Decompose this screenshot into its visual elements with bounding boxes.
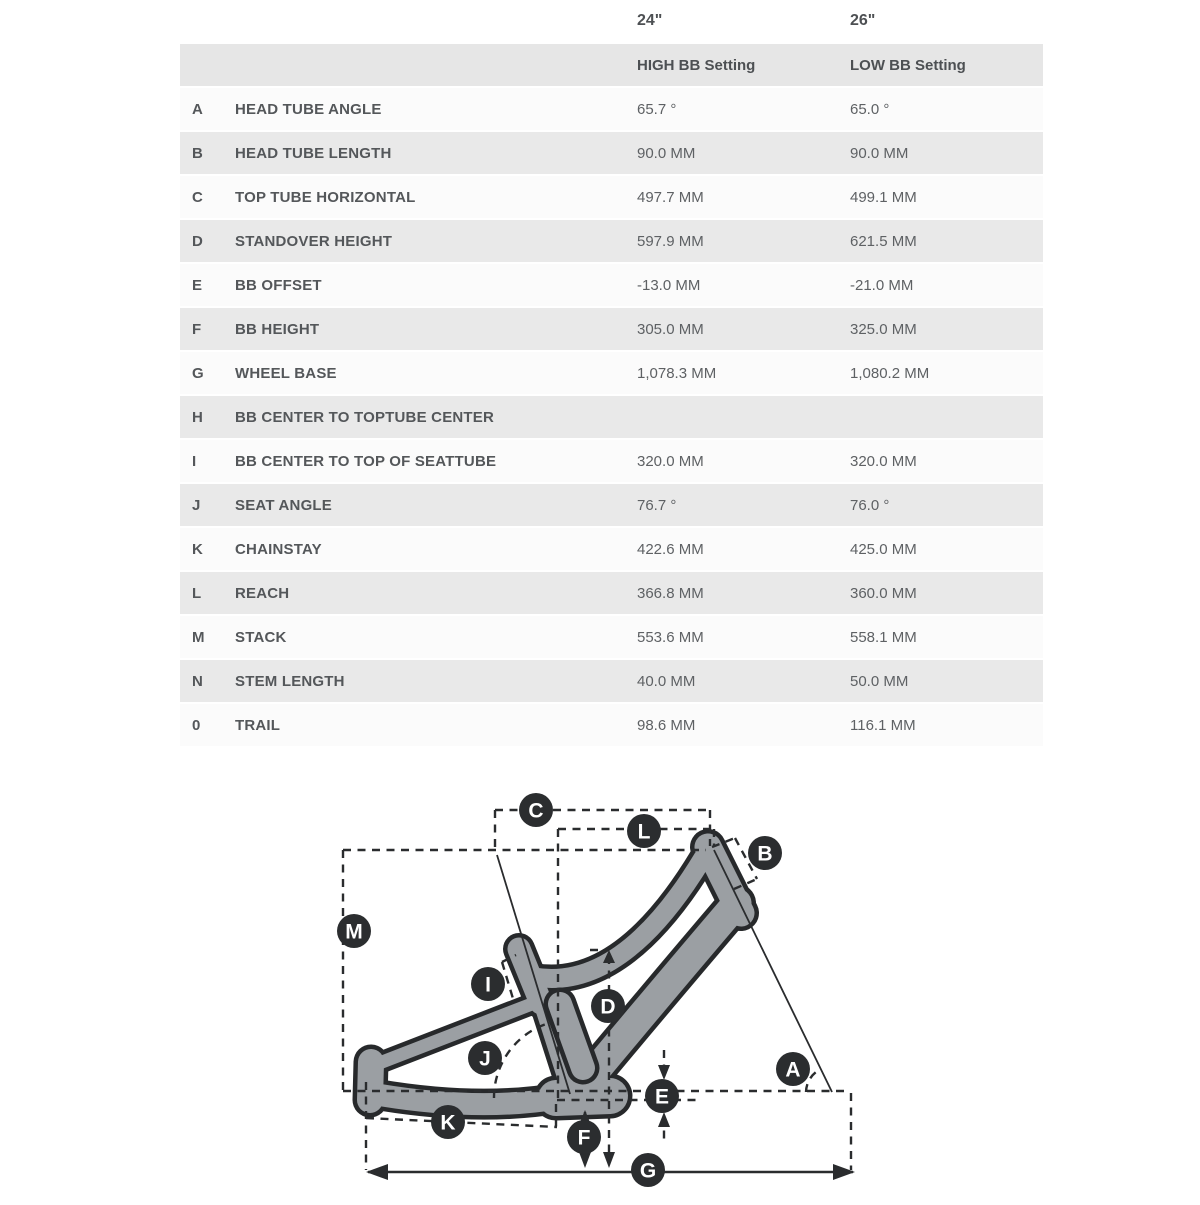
low-bb-setting-header: LOW BB Setting: [850, 56, 966, 74]
bike-frame-drawing: [330, 785, 870, 1200]
row-value-low-bb: 1,080.2 MM: [850, 364, 930, 382]
svg-text:J: J: [479, 1047, 491, 1071]
row-label: BB HEIGHT: [235, 320, 320, 338]
table-row: [180, 220, 1043, 264]
row-label: HEAD TUBE LENGTH: [235, 144, 392, 162]
row-label: HEAD TUBE ANGLE: [235, 100, 382, 118]
row-value-low-bb: -21.0 MM: [850, 276, 914, 294]
row-value-high-bb: 497.7 MM: [637, 188, 704, 206]
bb-offset-up-arrow-icon: [658, 1112, 670, 1127]
geometry-rows: [180, 88, 1043, 748]
row-value-high-bb: 1,078.3 MM: [637, 364, 717, 382]
table-row: [180, 264, 1043, 308]
diagram-marker-c: [519, 793, 553, 827]
row-value-low-bb: 558.1 MM: [850, 628, 917, 646]
table-row: [180, 484, 1043, 528]
row-key: I: [192, 452, 197, 470]
bb-offset-down-arrow-icon: [658, 1065, 670, 1080]
row-label: WHEEL BASE: [235, 364, 337, 382]
table-row: [180, 88, 1043, 132]
table-row: [180, 396, 1043, 440]
table-row: [180, 352, 1043, 396]
wheel-size-header-row: [180, 0, 1043, 42]
diagram-marker-a: [776, 1052, 810, 1086]
row-key: 0: [192, 716, 201, 734]
row-label: TOP TUBE HORIZONTAL: [235, 188, 416, 206]
svg-text:E: E: [654, 1085, 670, 1109]
bb-height-bottom-arrow-icon: [579, 1152, 591, 1168]
row-value-high-bb: 320.0 MM: [637, 452, 704, 470]
row-label: BB CENTER TO TOP OF SEATTUBE: [235, 452, 497, 470]
row-key: F: [192, 320, 202, 338]
row-label: STANDOVER HEIGHT: [235, 232, 393, 250]
table-row: [180, 528, 1043, 572]
row-value-high-bb: 90.0 MM: [637, 144, 696, 162]
svg-text:G: G: [639, 1159, 657, 1183]
diagram-marker-e: [645, 1079, 679, 1113]
row-value-high-bb: 422.6 MM: [637, 540, 704, 558]
shock-absorber: [560, 1004, 583, 1068]
svg-text:F: F: [577, 1126, 591, 1150]
table-row: [180, 440, 1043, 484]
diagram-marker-g: [631, 1153, 665, 1187]
row-value-low-bb: 320.0 MM: [850, 452, 917, 470]
frame-geometry-diagram: [330, 785, 870, 1200]
row-label: REACH: [235, 584, 290, 602]
row-value-high-bb: 553.6 MM: [637, 628, 704, 646]
diagram-marker-j: [468, 1041, 502, 1075]
row-value-high-bb: 98.6 MM: [637, 716, 696, 734]
diagram-marker-l: [627, 814, 661, 848]
svg-text:B: B: [757, 842, 773, 866]
row-value-high-bb: 366.8 MM: [637, 584, 704, 602]
row-value-low-bb: 621.5 MM: [850, 232, 917, 250]
row-label: SEAT ANGLE: [235, 496, 333, 514]
row-key: M: [192, 628, 205, 646]
diagram-marker-m: [337, 914, 371, 948]
svg-text:L: L: [637, 820, 651, 844]
bb-setting-header-row: [180, 42, 1043, 88]
table-row: [180, 616, 1043, 660]
standover-bottom-arrow-icon: [603, 1152, 615, 1168]
row-label: STEM LENGTH: [235, 672, 345, 690]
row-value-low-bb: 116.1 MM: [850, 716, 916, 734]
row-label: STACK: [235, 628, 287, 646]
row-value-high-bb: 40.0 MM: [637, 672, 696, 690]
diagram-marker-i: [471, 967, 505, 1001]
frame-tubes: [370, 847, 741, 1104]
svg-text:C: C: [528, 799, 544, 823]
table-row: [180, 704, 1043, 748]
svg-text:D: D: [600, 995, 616, 1019]
row-key: J: [192, 496, 201, 514]
row-value-high-bb: 305.0 MM: [637, 320, 704, 338]
table-row: [180, 176, 1043, 220]
row-value-low-bb: 325.0 MM: [850, 320, 917, 338]
row-key: C: [192, 188, 203, 206]
wheel-size-24: 24": [637, 12, 663, 29]
table-row: [180, 660, 1043, 704]
table-row: [180, 132, 1043, 176]
table-row: [180, 308, 1043, 352]
row-key: G: [192, 364, 204, 382]
row-value-low-bb: 360.0 MM: [850, 584, 917, 602]
row-key: H: [192, 408, 203, 426]
diagram-marker-k: [431, 1105, 465, 1139]
row-value-low-bb: 90.0 MM: [850, 144, 909, 162]
table-row: [180, 572, 1043, 616]
row-value-low-bb: 76.0 °: [850, 496, 890, 514]
svg-text:A: A: [785, 1058, 801, 1082]
svg-text:K: K: [440, 1111, 456, 1135]
svg-text:M: M: [345, 920, 363, 944]
row-value-high-bb: 597.9 MM: [637, 232, 704, 250]
high-bb-setting-header: HIGH BB Setting: [637, 56, 756, 74]
row-value-low-bb: 65.0 °: [850, 100, 890, 118]
row-value-high-bb: -13.0 MM: [637, 276, 701, 294]
row-key: A: [192, 100, 203, 118]
arrow-left-icon: [366, 1164, 388, 1180]
row-key: K: [192, 540, 203, 558]
row-value-low-bb: 499.1 MM: [850, 188, 917, 206]
geometry-table: [180, 0, 1043, 748]
svg-text:I: I: [485, 973, 491, 997]
row-label: BB CENTER TO TOPTUBE CENTER: [235, 408, 495, 426]
row-label: BB OFFSET: [235, 276, 322, 294]
row-value-low-bb: 425.0 MM: [850, 540, 917, 558]
row-label: CHAINSTAY: [235, 540, 322, 558]
row-key: D: [192, 232, 203, 250]
steering-axis-line: [714, 850, 832, 1092]
wheel-size-26: 26": [850, 12, 876, 29]
row-value-high-bb: 65.7 °: [637, 100, 677, 118]
row-value-high-bb: 76.7 °: [637, 496, 677, 514]
diagram-marker-b: [748, 836, 782, 870]
row-key: E: [192, 276, 203, 294]
diagram-marker-d: [591, 989, 625, 1023]
row-key: B: [192, 144, 203, 162]
row-label: TRAIL: [235, 716, 281, 734]
row-key: N: [192, 672, 203, 690]
row-key: L: [192, 584, 202, 602]
diagram-marker-f: [567, 1120, 601, 1154]
row-value-low-bb: 50.0 MM: [850, 672, 909, 690]
